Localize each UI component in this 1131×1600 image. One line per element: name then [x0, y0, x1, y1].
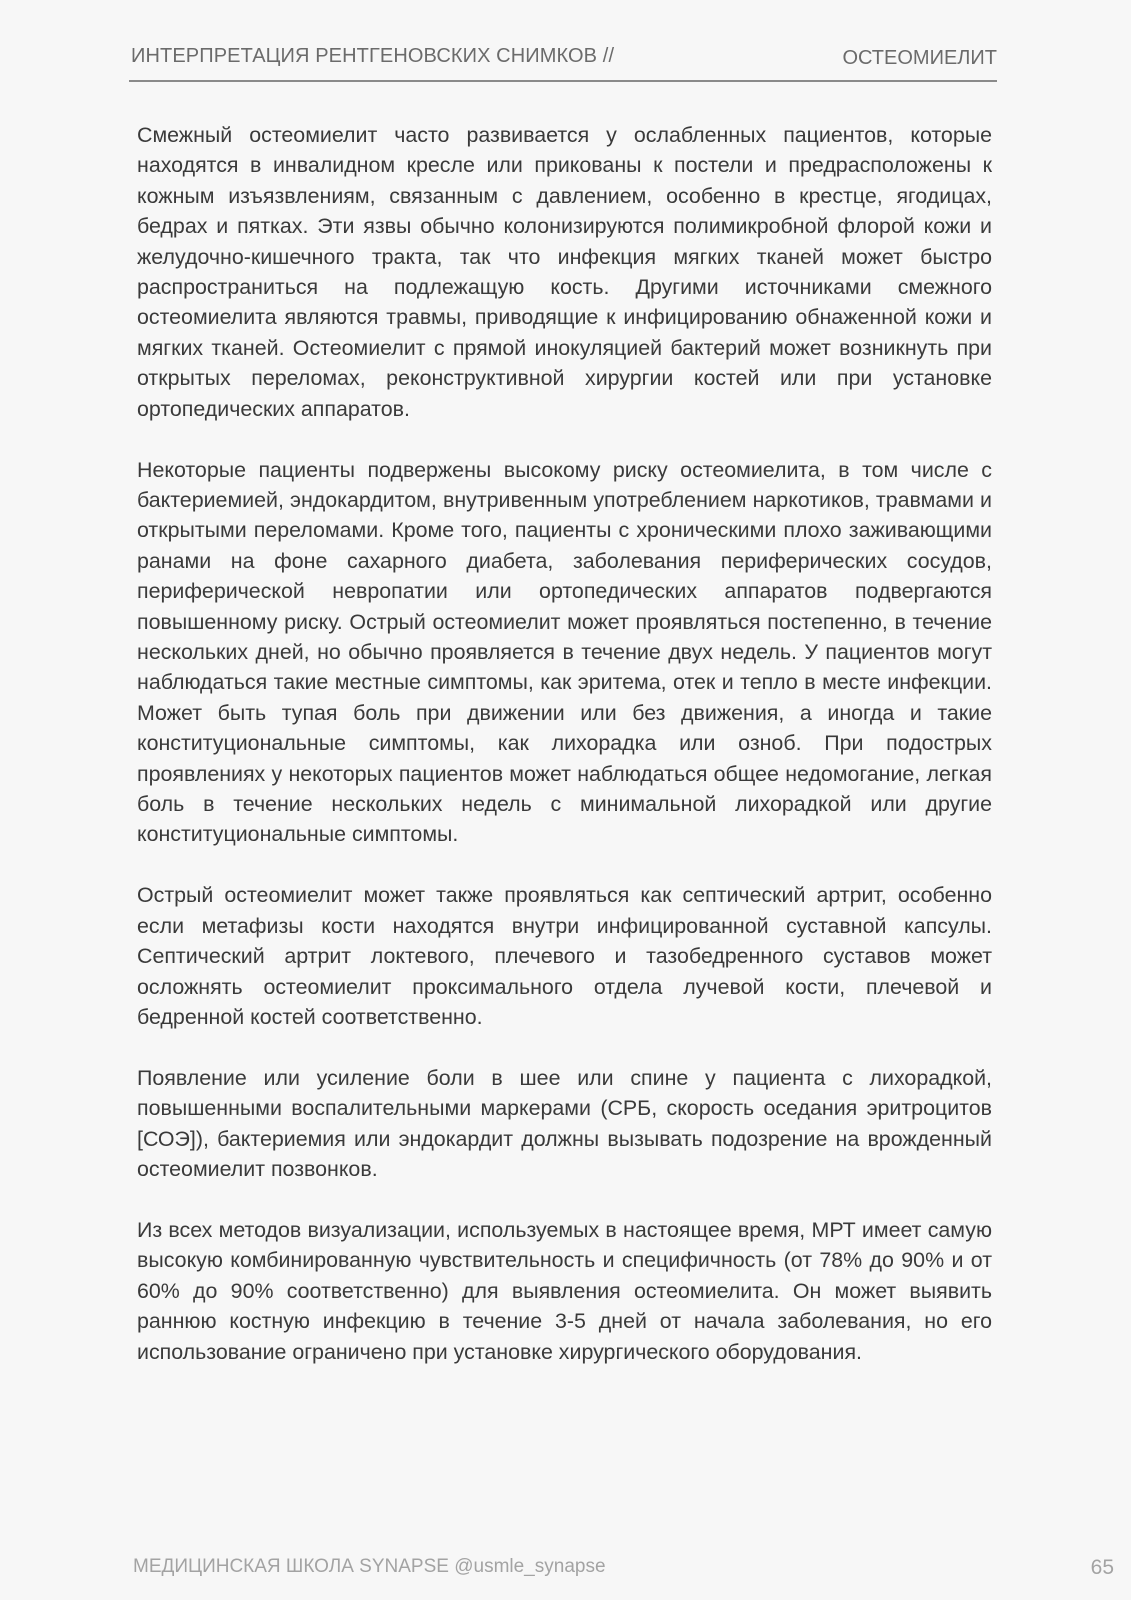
paragraph: Появление или усиление боли в шее или спине у пациента с лихорадкой, повышенными воспалительными маркерами (СРБ, скорость оседания эритроцитов [СОЭ]), бактериемия или эндокардит должны вызывать подозрение на врожденный остеомиелит позвонков.	[137, 1065, 992, 1182]
paragraph: Некоторые пациенты подвержены высокому риску остеомиелита, в том числе с бактериемией, эндокардитом, внутривенным употреблением наркотиков, травмами и открытыми переломами. Кроме того, пациенты с хроническими плохо заживающими ранами на фоне сахарного диабета, заболевания периферических сосудов, периферической невропатии или ортопедических аппаратов подвергаются повышенному риску. Острый остеомиелит может проявляться постепенно, в течение нескольких дней, но обычно проявляется в течение двух недель. У пациентов могут наблюдаться такие местные симптомы, как эритема, отек и тепло в месте инфекции. Может быть тупая боль при движении или без движения, а иногда и такие конституциональные симптомы, как лихорадка или озноб. При подострых проявлениях у некоторых пациентов может наблюдаться общее недомогание, легкая боль в течение нескольких недель с минимальной лихорадкой или другие конституциональные симптомы.	[137, 457, 992, 847]
chapter-title: ОСТЕОМИЕЛИТ	[842, 47, 997, 69]
paragraph: Острый остеомиелит может также проявляться как септический артрит, особенно если метафизы кости находятся внутри инфицированной суставной капсулы. Септический артрит локтевого, плечевого и тазобедренного суставов может осложнять остеомиелит проксимального отдела лучевой кости, плечевой и бедренной костей соответственно.	[137, 883, 992, 1029]
footer-credit: МЕДИЦИНСКАЯ ШКОЛА SYNAPSE @usmle_synapse	[133, 1556, 606, 1577]
running-title: ИНТЕРПРЕТАЦИЯ РЕНТГЕНОВСКИХ СНИМКОВ //	[131, 45, 615, 67]
paragraph: Из всех методов визуализации, используемых в настоящее время, МРТ имеет самую высокую комбинированную чувствительность и специфичность (от 78% до 90% и от 60% до 90% соответственно) для выявления остеомиелита. Он может выявить раннюю костную инфекцию в течение 3-5 дней от начала заболевания, но его использование ограничено при установке хирургического оборудования.	[137, 1218, 992, 1364]
paragraph: Смежный остеомиелит часто развивается у ослабленных пациентов, которые находятся в инвалидном кресле или прикованы к постели и предрасположены к кожным изъязвлениям, связанным с давлением, особенно в крестце, ягодицах, бедрах и пятках. Эти язвы обычно колонизируются полимикробной флорой кожи и желудочно-кишечного тракта, так что инфекция мягких тканей может быстро распространиться на подлежащую кость. Другими источниками смежного остеомиелита являются травмы, приводящие к инфицированию обнаженной кожи и мягких тканей. Остеомиелит с прямой инокуляцией бактерий может возникнуть при открытых переломах, реконструктивной хирургии костей или при установке ортопедических аппаратов.	[137, 123, 992, 421]
page-number: 65	[1090, 1556, 1114, 1579]
main-content	[137, 120, 992, 1398]
page-header	[129, 44, 997, 82]
